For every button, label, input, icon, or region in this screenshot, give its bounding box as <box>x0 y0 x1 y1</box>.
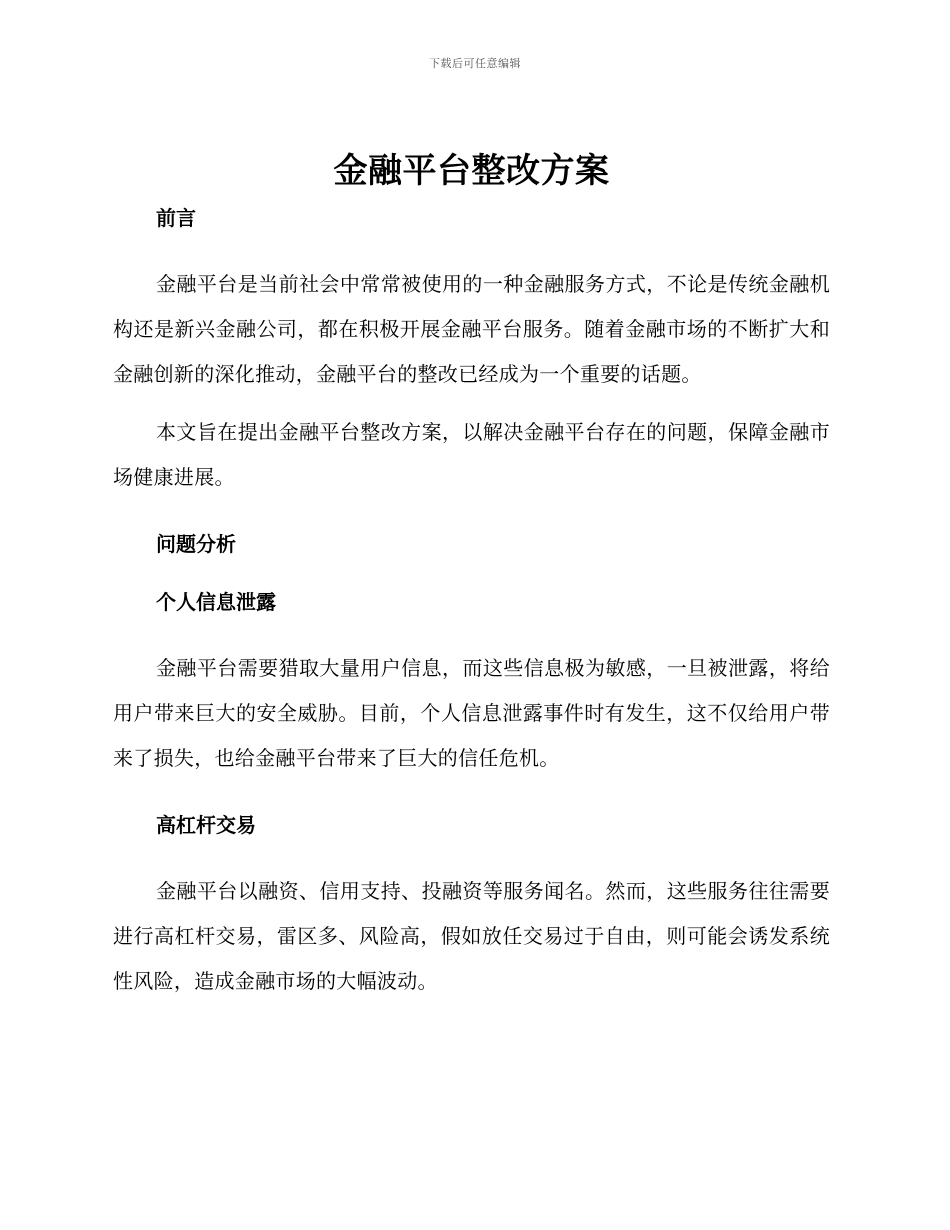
section-heading-preface: 前言 <box>156 206 196 230</box>
document-body <box>113 148 830 1004</box>
section-heading-privacy: 个人信息泄露 <box>156 590 276 614</box>
paragraph-leverage-1: 金融平台以融资、信用支持、投融资等服务闻名。然而，这些服务往往需要进行高杠杆交易，雷区多、风险高，假如放任交易过于自由，则可能会诱发系统性风险，造成金融市场的大幅波动。 <box>113 879 830 993</box>
paragraph-preface-1: 金融平台是当前社会中常常被使用的一种金融服务方式，不论是传统金融机构还是新兴金融公司，都在积极开展金融平台服务。随着金融市场的不断扩大和金融创新的深化推动，金融平台的整改已经成为一个重要的话题。 <box>113 272 830 386</box>
section-heading-leverage: 高杠杆交易 <box>156 813 256 837</box>
header-note: 下载后可任意编辑 <box>429 57 521 70</box>
paragraph-preface-2: 本文旨在提出金融平台整改方案，以解决金融平台存在的问题，保障金融市场健康进展。 <box>113 420 830 489</box>
section-heading-analysis: 问题分析 <box>156 532 236 556</box>
document-title: 金融平台整改方案 <box>333 151 610 191</box>
paragraph-privacy-1: 金融平台需要猎取大量用户信息，而这些信息极为敏感，一旦被泄露，将给用户带来巨大的安全威胁。目前，个人信息泄露事件时有发生，这不仅给用户带来了损失，也给金融平台带来了巨大的信任危机。 <box>113 656 830 770</box>
